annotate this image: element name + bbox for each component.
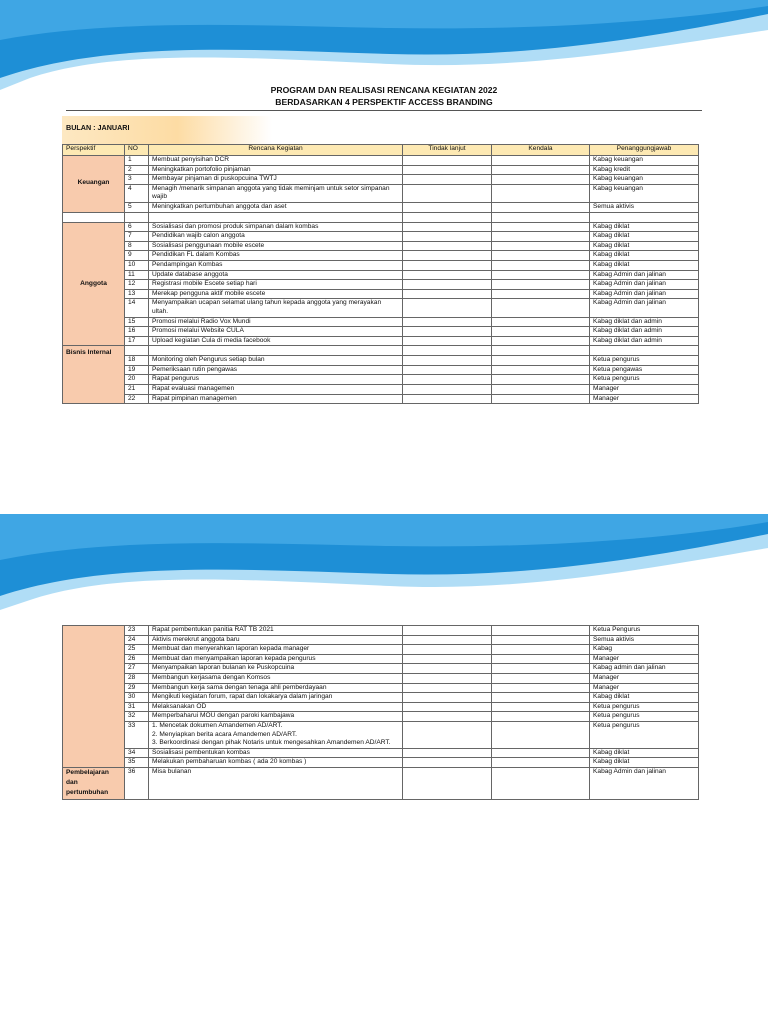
amandemen-step-1: 1. Mencetak dokumen Amandemen AD/ART. <box>152 721 283 729</box>
table-row <box>63 222 699 232</box>
row-pj: Kabag keuangan <box>590 175 699 185</box>
row-activity: Upload kegiatan Cula di media facebook <box>149 336 403 346</box>
row-activity: Pendidikan FL dalam Kombas <box>149 251 403 261</box>
row-no: 17 <box>125 336 149 346</box>
row-activity: Meningkatkan portofolio pinjaman <box>149 165 403 175</box>
table-row <box>63 184 699 202</box>
row-no: 8 <box>125 241 149 251</box>
row-no: 26 <box>125 654 149 664</box>
row-no: 6 <box>125 222 149 232</box>
table-row <box>63 702 699 712</box>
table-row <box>63 758 699 768</box>
row-activity: Melakukan pembaharuan kombas ( ada 20 kombas ) <box>149 758 403 768</box>
table-row <box>63 626 699 636</box>
row-activity: Sosialisasi pembentukan kombas <box>149 748 403 758</box>
row-no: 33 <box>125 721 149 748</box>
table-row <box>63 635 699 645</box>
table-row <box>63 693 699 703</box>
row-no: 15 <box>125 317 149 327</box>
row-pj: Manager <box>590 683 699 693</box>
col-header-penanggungjawab: Penanggungjawab <box>590 145 699 156</box>
row-no: 18 <box>125 356 149 366</box>
row-activity: Melaksanakan OD <box>149 702 403 712</box>
page2-wave-decoration <box>0 514 768 610</box>
row-activity: Rapat pengurus <box>149 375 403 385</box>
row-no: 11 <box>125 270 149 280</box>
table-row <box>63 336 699 346</box>
table-row <box>63 327 699 337</box>
row-no: 22 <box>125 394 149 404</box>
row-activity: Membuat dan menyerahkan laporan kepada manager <box>149 645 403 655</box>
row-no: 36 <box>125 767 149 799</box>
table-row <box>63 232 699 242</box>
row-pj: Kabag Admin dan jalinan <box>590 270 699 280</box>
row-pj: Ketua pengurus <box>590 721 699 748</box>
row-no: 27 <box>125 664 149 674</box>
table-row <box>63 260 699 270</box>
row-no: 28 <box>125 673 149 683</box>
row-pj: Kabag keuangan <box>590 184 699 202</box>
row-activity: Meningkatkan pertumbuhan anggota dan aset <box>149 202 403 212</box>
row-activity: Promosi melalui Radio Vox Mundi <box>149 317 403 327</box>
table-row <box>63 654 699 664</box>
row-kendala <box>492 156 590 166</box>
row-no: 32 <box>125 712 149 722</box>
spacer-row <box>63 346 699 356</box>
row-pj: Semua aktivis <box>590 635 699 645</box>
row-no: 13 <box>125 289 149 299</box>
amandemen-step-3: 3. Berkoordinasi dengan pihak Notaris untuk mengesahkan Amandemen AD/ART. <box>152 739 391 747</box>
row-pj: Kabag diklat <box>590 260 699 270</box>
row-no: 1 <box>125 156 149 166</box>
row-pj: Kabag diklat dan admin <box>590 317 699 327</box>
document-title: PROGRAM DAN REALISASI RENCANA KEGIATAN 2022 <box>270 85 498 95</box>
row-activity: Pendampingan Kombas <box>149 260 403 270</box>
row-no: 5 <box>125 202 149 212</box>
row-activity: Membuat dan menyampaikan laporan kepada pengurus <box>149 654 403 664</box>
row-activity: Menagih /menarik simpanan anggota yang tidak meminjam untuk setor simpanan wajib <box>149 184 403 202</box>
table-row <box>63 394 699 404</box>
table-header-row <box>63 145 699 156</box>
table-row <box>63 241 699 251</box>
col-header-perspektif: Perspektif <box>63 145 125 156</box>
table-row <box>63 375 699 385</box>
table-row <box>63 356 699 366</box>
table-row <box>63 721 699 748</box>
table-row <box>63 385 699 395</box>
row-pj: Manager <box>590 654 699 664</box>
table-row <box>63 175 699 185</box>
row-activity: Rapat pembentukan panitia RAT TB 2021 <box>149 626 403 636</box>
row-pj: Kabag Admin dan jalinan <box>590 280 699 290</box>
row-no: 7 <box>125 232 149 242</box>
perspective-bisnis-internal: Bisnis Internal <box>63 346 125 404</box>
row-activity: Misa bulanan <box>149 767 403 799</box>
row-activity: Promosi melalui Website CULA <box>149 327 403 337</box>
row-no: 24 <box>125 635 149 645</box>
row-activity: Pemeriksaan rutin pengawas <box>149 365 403 375</box>
perspective-keuangan: Keuangan <box>63 156 125 213</box>
activity-table-page2 <box>62 625 699 800</box>
row-pj: Ketua pengawas <box>590 365 699 375</box>
table-row <box>63 767 699 799</box>
row-no: 21 <box>125 385 149 395</box>
row-pj: Kabag diklat <box>590 758 699 768</box>
perspective-bisnis-internal-continued <box>63 626 125 768</box>
row-pj: Kabag diklat <box>590 232 699 242</box>
row-no: 31 <box>125 702 149 712</box>
activity-table-page1 <box>62 144 699 404</box>
table-row <box>63 664 699 674</box>
table-row <box>63 280 699 290</box>
row-activity: Merekap pengguna aktif mobile escete <box>149 289 403 299</box>
row-pj: Ketua pengurus <box>590 712 699 722</box>
row-activity: Registrasi mobile Escete setiap hari <box>149 280 403 290</box>
row-activity: Update database anggota <box>149 270 403 280</box>
row-pj: Kabag keuangan <box>590 156 699 166</box>
row-pj: Ketua pengurus <box>590 356 699 366</box>
row-tindak-lanjut <box>403 156 492 166</box>
row-no: 14 <box>125 299 149 317</box>
row-pj: Kabag <box>590 645 699 655</box>
row-pj: Kabag Admin dan jalinan <box>590 767 699 799</box>
row-no: 4 <box>125 184 149 202</box>
row-activity: Membayar pinjaman di puskopcuina TWTJ <box>149 175 403 185</box>
row-activity: Membangun kerjasama dengan Komsos <box>149 673 403 683</box>
table-row <box>63 673 699 683</box>
row-activity: Membuat penyisihan DCR <box>149 156 403 166</box>
row-activity: Sosialisasi penggunaan mobile escete <box>149 241 403 251</box>
row-pj: Kabag diklat <box>590 748 699 758</box>
row-pj: Kabag diklat dan admin <box>590 336 699 346</box>
col-header-kendala: Kendala <box>492 145 590 156</box>
row-pj: Ketua pengurus <box>590 702 699 712</box>
row-no: 25 <box>125 645 149 655</box>
col-header-rencana: Rencana Kegiatan <box>149 145 403 156</box>
row-no: 29 <box>125 683 149 693</box>
row-pj: Kabag diklat <box>590 693 699 703</box>
col-header-no: NO <box>125 145 149 156</box>
row-pj: Ketua pengurus <box>590 375 699 385</box>
row-no: 9 <box>125 251 149 261</box>
row-pj: Kabag Admin dan jalinan <box>590 299 699 317</box>
row-activity: Sosialisasi dan promosi produk simpanan dalam kombas <box>149 222 403 232</box>
row-pj: Kabag diklat dan admin <box>590 327 699 337</box>
row-pj: Kabag diklat <box>590 222 699 232</box>
table-row <box>63 748 699 758</box>
row-activity: Menyampaikan ucapan selamat ulang tahun kepada anggota yang merayakan ultah. <box>149 299 403 317</box>
row-pj: Kabag diklat <box>590 241 699 251</box>
row-activity: Rapat pimpinan managemen <box>149 394 403 404</box>
row-activity: Pendidikan wajib calon anggota <box>149 232 403 242</box>
table-row <box>63 202 699 212</box>
row-no: 35 <box>125 758 149 768</box>
row-activity: Menyampaikan laporan bulanan ke Puskopcuina <box>149 664 403 674</box>
table-row <box>63 299 699 317</box>
header-wave-decoration <box>0 0 768 90</box>
row-pj: Kabag admin dan jalinan <box>590 664 699 674</box>
row-no: 19 <box>125 365 149 375</box>
row-no: 30 <box>125 693 149 703</box>
table-row <box>63 270 699 280</box>
amandemen-step-2: 2. Menyiapkan berita acara Amandemen AD/ART. <box>152 730 298 738</box>
month-label: BULAN : JANUARI <box>66 123 130 132</box>
row-pj: Manager <box>590 385 699 395</box>
row-no: 23 <box>125 626 149 636</box>
row-activity <box>149 721 403 748</box>
row-no: 3 <box>125 175 149 185</box>
table-row <box>63 251 699 261</box>
row-activity: Aktivis merekrut anggota baru <box>149 635 403 645</box>
row-pj: Manager <box>590 673 699 683</box>
title-divider <box>66 110 702 111</box>
row-activity: Mengikuti kegiatan forum, rapat dan lokakarya dalam jaringan <box>149 693 403 703</box>
row-pj: Kabag Admin dan jalinan <box>590 289 699 299</box>
row-activity: Memperbaharui MOU dengan paroki kambajawa <box>149 712 403 722</box>
row-no: 10 <box>125 260 149 270</box>
table-row <box>63 645 699 655</box>
row-pj: Semua aktivis <box>590 202 699 212</box>
row-no: 12 <box>125 280 149 290</box>
table-row <box>63 712 699 722</box>
col-header-tindak-lanjut: Tindak lanjut <box>403 145 492 156</box>
table-row <box>63 317 699 327</box>
row-no: 16 <box>125 327 149 337</box>
table-row <box>63 165 699 175</box>
row-activity: Rapat evaluasi managemen <box>149 385 403 395</box>
table-row <box>63 156 699 166</box>
row-no: 20 <box>125 375 149 385</box>
row-pj: Kabag diklat <box>590 251 699 261</box>
spacer-row <box>63 212 699 222</box>
row-no: 34 <box>125 748 149 758</box>
row-pj: Manager <box>590 394 699 404</box>
perspective-anggota: Anggota <box>63 222 125 346</box>
row-activity: Monitoring oleh Pengurus setiap bulan <box>149 356 403 366</box>
row-activity: Membangun kerja sama dengan tenaga ahli pemberdayaan <box>149 683 403 693</box>
row-pj: Ketua Pengurus <box>590 626 699 636</box>
row-no: 2 <box>125 165 149 175</box>
table-row <box>63 365 699 375</box>
table-row <box>63 683 699 693</box>
row-pj: Kabag kredit <box>590 165 699 175</box>
month-label-box <box>62 116 272 144</box>
document-subtitle: BERDASARKAN 4 PERSPEKTIF ACCESS BRANDING <box>275 97 493 107</box>
perspective-pembelajaran: Pembelajaran dan pertumbuhan <box>63 767 125 799</box>
table-row <box>63 289 699 299</box>
